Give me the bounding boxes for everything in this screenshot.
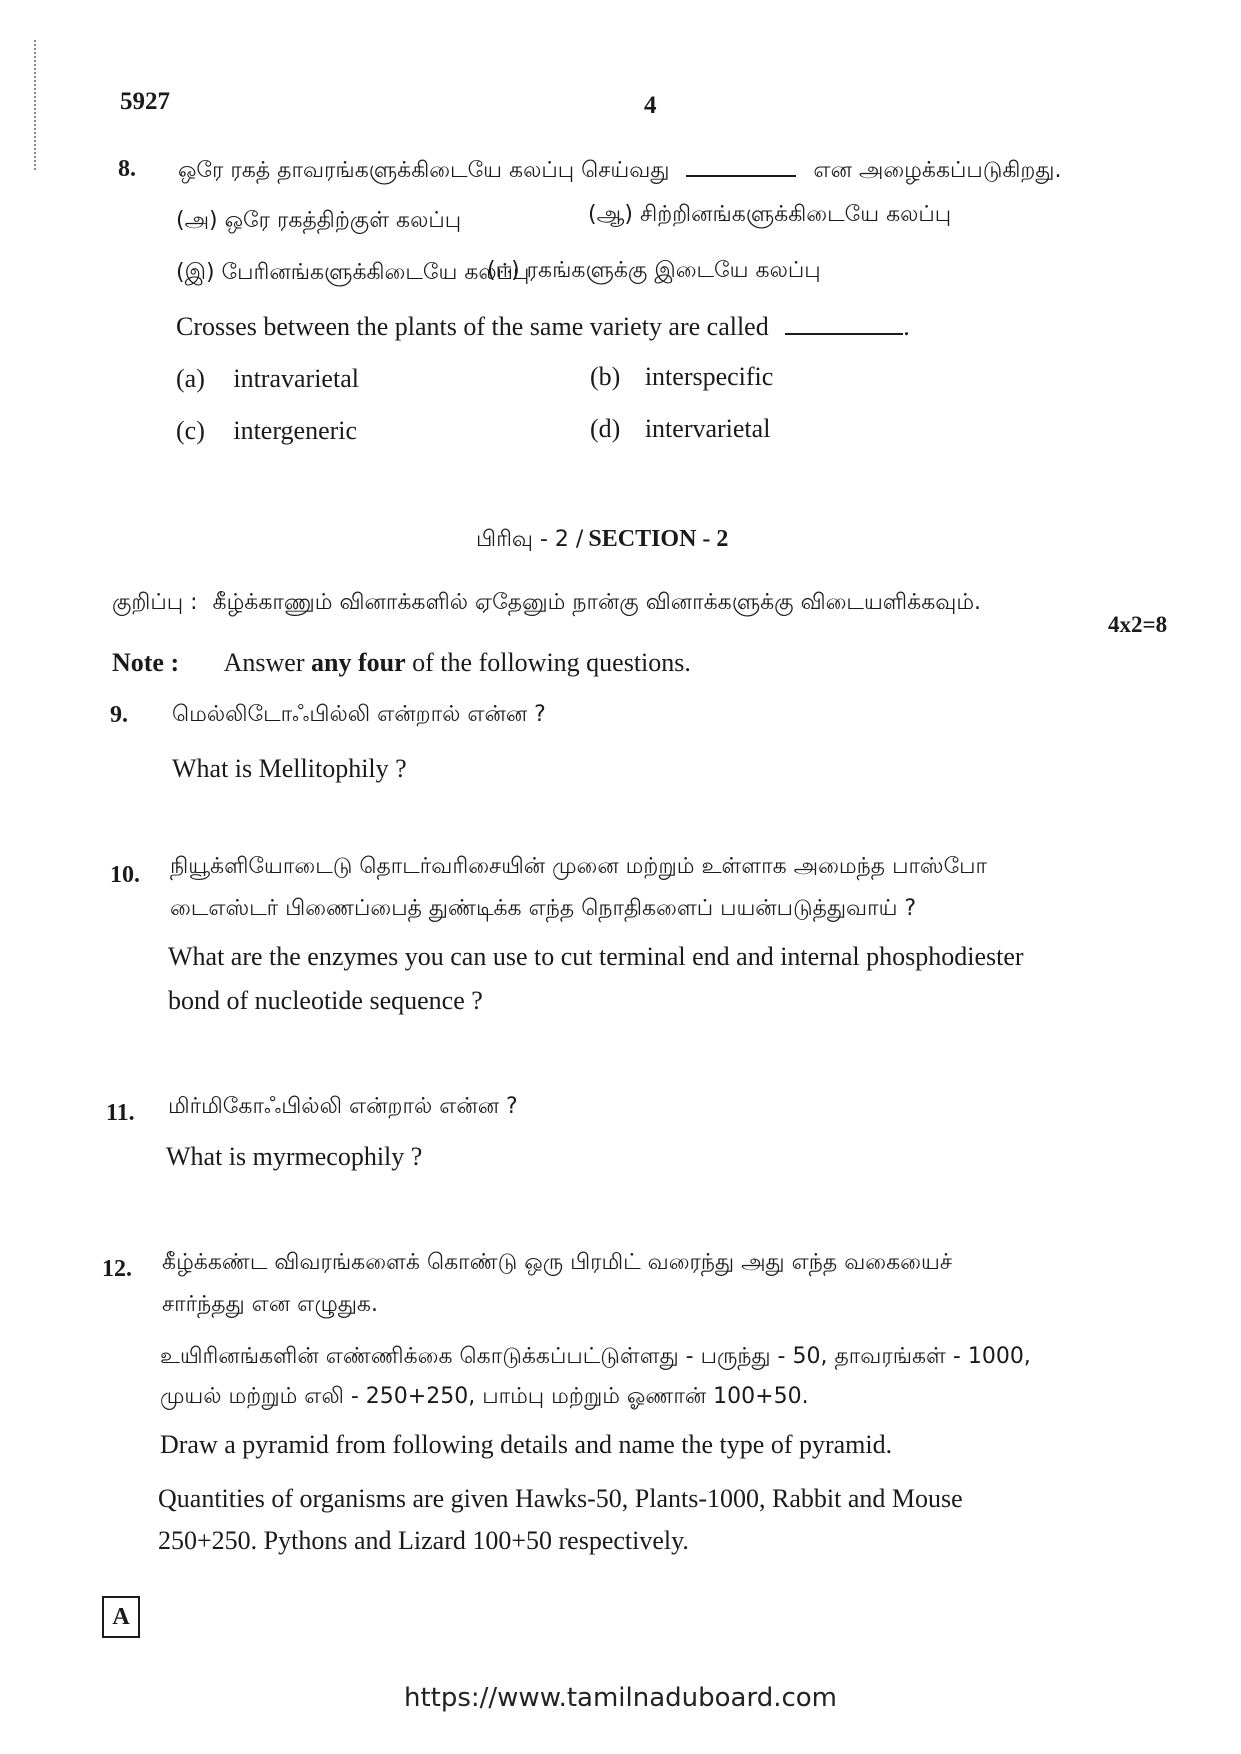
question-8-tamil-stem [178,158,1061,186]
option-label: (b) [590,362,621,391]
question-12-english-line-2: Quantities of organisms are given Hawks-50, Plants-1000, Rabbit and Mouse [158,1484,963,1513]
margin-perforation [34,40,38,170]
option-label: (a) [176,364,205,393]
question-12-english-line-1: Draw a pyramid from following details and name the type of pyramid. [160,1430,893,1459]
option-text: intervarietal [644,414,771,443]
paper-code: 5927 [120,88,170,115]
option-b [590,362,773,392]
tamil-option-d: (ஈ) ரகங்களுக்கு இடையே கலப்பு [487,258,821,283]
tamil-note-text: கீழ்க்காணும் வினாக்களில் ஏதேனும் நான்கு வினாக்களுக்கு விடையளிக்கவும். [212,590,982,615]
question-8-english-stem: Crosses between the plants of the same variety are called . [176,312,910,341]
footer-url[interactable]: https://www.tamilnaduboard.com [403,1683,838,1713]
note-text-pre: Answer [223,648,305,677]
english-note [112,648,691,678]
option-d [590,414,770,444]
question-12-tamil-line-4: முயல் மற்றும் எலி - 250+250, பாம்பு மற்றும் ஓணான் 100+50. [160,1384,809,1409]
option-label: (c) [176,416,205,445]
question-number: 12. [102,1256,132,1282]
section-heading-english: SECTION - 2 [588,526,729,552]
question-11-english: What is myrmecophily ? [166,1142,423,1171]
question-10-tamil-line-1: நியூக்ளியோடைடு தொடர்வரிசையின் முனை மற்றும் உள்ளாக அமைந்த பாஸ்போ [170,854,988,879]
tamil-stem-text: ஒரே ரகத் தாவரங்களுக்கிடையே கலப்பு செய்வது [178,158,670,183]
page-number: 4 [644,92,657,119]
english-stem-text: Crosses between the plants of the same variety are called [176,312,769,341]
question-number: 11. [106,1100,135,1126]
question-number: 9. [110,702,128,728]
option-a [176,364,359,394]
option-text: intergeneric [233,416,358,445]
question-number: 10. [110,862,140,888]
tamil-stem-end: என அழைக்கப்படுகிறது. [813,158,1062,183]
tamil-note-label: குறிப்பு : [112,590,198,615]
note-text-bold: any four [311,648,406,677]
question-11-tamil: மிர்மிகோஃபில்லி என்றால் என்ன ? [168,1094,518,1119]
question-number: 8. [118,156,136,182]
version-code-box: A [102,1596,140,1638]
answer-blank [686,175,796,177]
tamil-option-a: (அ) ஒரே ரகத்திற்குள் கலப்பு [176,208,462,233]
option-label: (d) [590,414,621,443]
option-c [176,416,357,446]
section-heading [476,526,728,555]
option-text: intravarietal [233,364,359,393]
tamil-note [112,590,981,618]
question-12-tamil-line-3: உயிரினங்களின் எண்ணிக்கை கொடுக்கப்பட்டுள்ளது - பருந்து - 50, தாவரங்கள் - 1000, [160,1344,1031,1369]
option-text: interspecific [644,362,774,391]
question-12-english-line-3: 250+250. Pythons and Lizard 100+50 respectively. [158,1526,689,1555]
tamil-option-c: (இ) பேரினங்களுக்கிடையே கலப்பு [176,260,530,285]
question-10-english-line-2: bond of nucleotide sequence ? [168,986,483,1015]
english-note-label: Note : [112,648,180,677]
question-9-tamil: மெல்லிடோஃபில்லி என்றால் என்ன ? [172,702,546,727]
question-10-tamil-line-2: டைஎஸ்டர் பிணைப்பைத் துண்டிக்க எந்த நொதிகளைப் பயன்படுத்துவாய் ? [170,896,917,921]
question-12-tamil-line-2: சார்ந்தது என எழுதுக. [162,1292,378,1317]
note-text-post: of the following questions. [412,648,691,677]
tamil-option-b: (ஆ) சிற்றினங்களுக்கிடையே கலப்பு [588,202,952,227]
marks-allocation: 4x2=8 [1108,612,1168,637]
question-9-english: What is Mellitophily ? [172,754,407,783]
answer-blank [785,333,903,335]
question-10-english-line-1: What are the enzymes you can use to cut terminal end and internal phosphodiester [168,942,1024,971]
question-12-tamil-line-1: கீழ்க்கண்ட விவரங்களைக் கொண்டு ஒரு பிரமிட் வரைந்து அது எந்த வகையைச் [162,1250,953,1275]
section-heading-tamil: பிரிவு - 2 / [476,527,584,552]
